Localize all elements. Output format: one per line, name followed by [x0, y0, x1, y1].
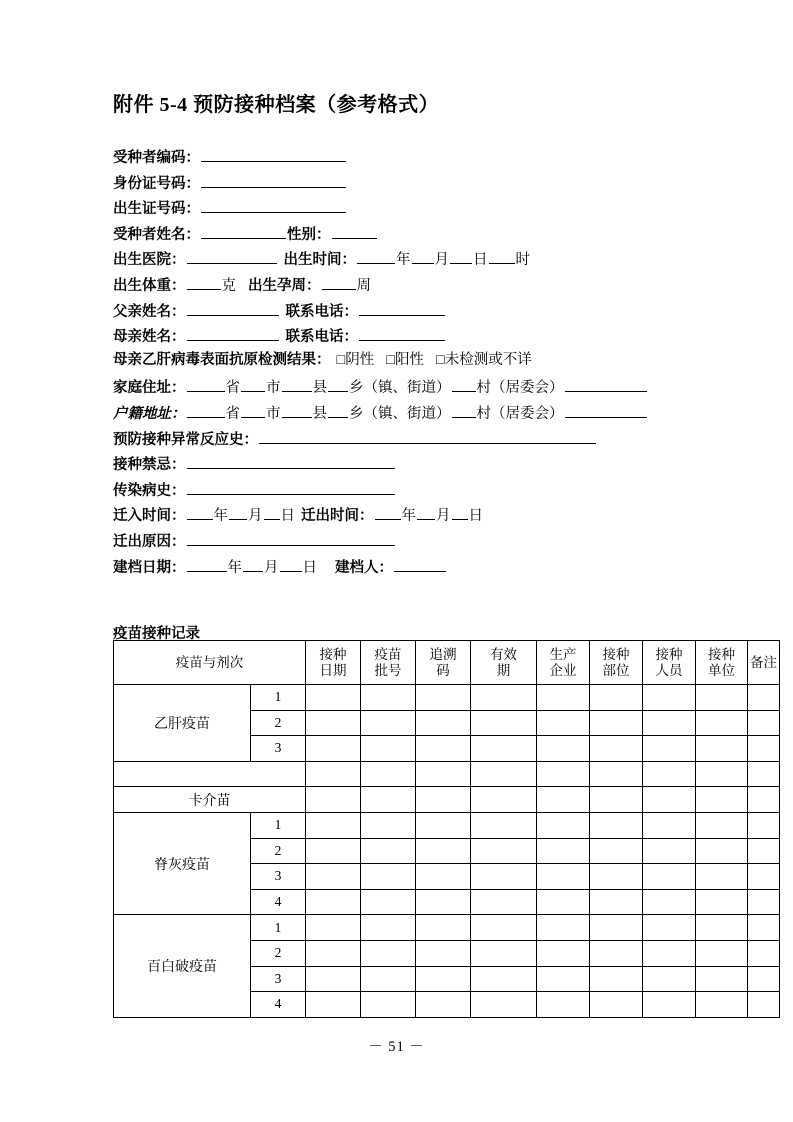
col-header-site-l1: 接种 部位 — [602, 646, 630, 678]
cell-site[interactable] — [590, 685, 643, 711]
token-home-province: 省 — [225, 380, 240, 397]
field-row-infectious-history — [113, 481, 713, 507]
cell-remarks[interactable] — [748, 966, 780, 992]
label-household-address: 户籍地址： — [113, 405, 186, 422]
field-row-id-number — [113, 174, 713, 200]
cell-remarks[interactable] — [748, 787, 780, 813]
label-aefi-history: 预防接种异常反应史： — [113, 431, 258, 448]
blank-household-township[interactable] — [328, 404, 348, 418]
vaccine-name-bcg: 卡介苗 — [114, 787, 306, 813]
blank-archive-day[interactable] — [280, 558, 302, 572]
blank-household-county[interactable] — [282, 404, 312, 418]
cell-manufacturer[interactable] — [537, 940, 590, 966]
cell-remarks[interactable] — [748, 736, 780, 762]
token-home-county: 县 — [312, 380, 327, 397]
cell-trace[interactable] — [416, 915, 471, 941]
token-day-move-in: 日 — [280, 508, 295, 525]
field-row-birth-hospital — [113, 250, 713, 276]
col-header-vaccine-dose — [114, 641, 306, 685]
cell-unit[interactable] — [696, 864, 748, 890]
page-title: 附件 5-4 预防接种档案（参考格式） — [113, 94, 440, 116]
cell-staff[interactable] — [643, 736, 696, 762]
field-row-household-address — [113, 404, 713, 430]
cell-site[interactable] — [590, 812, 643, 838]
cell-expiry[interactable] — [471, 736, 537, 762]
label-recipient-code: 受种者编码： — [113, 150, 200, 166]
dose-number: 2 — [251, 940, 306, 966]
label-birth-hospital: 出生医院： — [113, 252, 186, 269]
cell-trace[interactable] — [416, 940, 471, 966]
blank-birth-hour[interactable] — [489, 250, 515, 264]
token-home-village: 村（居委会） — [476, 380, 564, 397]
label-gender: 性别： — [287, 226, 331, 243]
blank-infectious-history[interactable] — [187, 481, 395, 495]
cell-site[interactable] — [590, 736, 643, 762]
cell-unit[interactable] — [696, 940, 748, 966]
cell-unit[interactable] — [696, 812, 748, 838]
cell-site[interactable] — [590, 864, 643, 890]
cell-lot[interactable] — [361, 940, 416, 966]
page-footer — [0, 1035, 793, 1056]
blank-move-out-day[interactable] — [452, 506, 468, 520]
label-recipient-name: 受种者姓名： — [113, 226, 200, 243]
label-hbsag: 母亲乙肝病毒表面抗原检测结果： — [113, 351, 331, 368]
token-day-move-out: 日 — [468, 508, 483, 525]
vaccination-record-table — [113, 640, 780, 1018]
cell-manufacturer[interactable] — [537, 838, 590, 864]
blank-home-village[interactable] — [452, 378, 476, 392]
checkbox-hbsag-negative[interactable]: □阴性 — [336, 351, 375, 368]
blank-recipient-code[interactable] — [201, 148, 346, 162]
cell-expiry[interactable] — [471, 787, 537, 813]
cell-remarks[interactable] — [748, 889, 780, 915]
label-archive-date: 建档日期： — [113, 559, 186, 576]
blank-home-city[interactable] — [241, 378, 265, 392]
cell-staff[interactable] — [643, 685, 696, 711]
cell-trace[interactable] — [416, 889, 471, 915]
cell-manufacturer[interactable] — [537, 787, 590, 813]
cell-date[interactable] — [306, 889, 361, 915]
token-month-move-in: 月 — [248, 508, 263, 525]
blank-archive-month[interactable] — [243, 558, 263, 572]
cell-manufacturer[interactable] — [537, 992, 590, 1018]
label-move-in-date: 迁入时间： — [113, 508, 186, 525]
table-row — [114, 685, 780, 711]
cell-date[interactable] — [306, 812, 361, 838]
cell-expiry[interactable] — [471, 838, 537, 864]
blank-move-out-month[interactable] — [417, 506, 435, 520]
blank-birth-month[interactable] — [412, 250, 434, 264]
blank-move-in-year[interactable] — [187, 506, 213, 520]
token-household-county: 县 — [312, 405, 327, 422]
cell-expiry[interactable] — [471, 761, 537, 787]
blank-birth-hospital[interactable] — [187, 250, 277, 264]
dose-number: 1 — [251, 812, 306, 838]
dose-number: 4 — [251, 889, 306, 915]
col-header-date-l1: 接种 日期 — [319, 646, 347, 678]
cell-date[interactable] — [306, 838, 361, 864]
label-father-name: 父亲姓名： — [113, 303, 186, 320]
col-header-site — [590, 641, 643, 685]
dose-number: 2 — [251, 710, 306, 736]
vaccine-name-hepb: 乙肝疫苗 — [114, 685, 251, 762]
cell-site[interactable] — [590, 889, 643, 915]
cell-lot[interactable] — [361, 992, 416, 1018]
token-household-township: 乡（镇、街道） — [349, 405, 451, 422]
cell-manufacturer[interactable] — [537, 812, 590, 838]
vaccine-name-polio: 脊灰疫苗 — [114, 812, 251, 914]
token-home-township: 乡（镇、街道） — [349, 380, 451, 397]
cell-date[interactable] — [306, 992, 361, 1018]
cell-remarks[interactable] — [748, 685, 780, 711]
cell-trace[interactable] — [416, 710, 471, 736]
cell-manufacturer[interactable] — [537, 966, 590, 992]
col-header-expiry-l1: 有效 期 — [490, 646, 517, 678]
cell-expiry[interactable] — [471, 966, 537, 992]
cell-trace[interactable] — [416, 966, 471, 992]
cell-site[interactable] — [590, 838, 643, 864]
col-header-vaccine-dose-text: 疫苗与剂次 — [175, 654, 244, 670]
dose-number: 3 — [251, 966, 306, 992]
col-header-expiry — [471, 641, 537, 685]
cell-lot[interactable] — [361, 736, 416, 762]
blank-home-detail[interactable] — [565, 378, 647, 392]
token-year-move-out: 年 — [401, 508, 416, 525]
blank-gender[interactable] — [332, 225, 377, 239]
cell-trace[interactable] — [416, 838, 471, 864]
blank-archive-person[interactable] — [394, 558, 446, 572]
cell-remarks[interactable] — [748, 864, 780, 890]
cell-expiry[interactable] — [471, 915, 537, 941]
cell-expiry[interactable] — [471, 812, 537, 838]
field-row-hbsag — [113, 353, 713, 379]
cell-spacer — [114, 761, 306, 787]
cell-date[interactable] — [306, 966, 361, 992]
blank-recipient-name[interactable] — [201, 225, 286, 239]
label-birth-time: 出生时间： — [283, 252, 356, 269]
cell-date[interactable] — [306, 864, 361, 890]
field-row-move-out-reason — [113, 532, 713, 558]
cell-expiry[interactable] — [471, 710, 537, 736]
blank-move-in-day[interactable] — [264, 506, 280, 520]
cell-unit[interactable] — [696, 710, 748, 736]
cell-manufacturer[interactable] — [537, 736, 590, 762]
cell-date[interactable] — [306, 710, 361, 736]
col-header-trace-l1: 追溯 码 — [429, 646, 457, 678]
cell-remarks[interactable] — [748, 992, 780, 1018]
blank-household-village[interactable] — [452, 404, 476, 418]
field-row-home-address — [113, 378, 713, 404]
cell-unit[interactable] — [696, 685, 748, 711]
label-infectious-history: 传染病史： — [113, 482, 186, 499]
label-contraindications: 接种禁忌： — [113, 457, 186, 474]
token-household-city: 市 — [266, 405, 281, 422]
col-header-lot-l1: 疫苗 批号 — [374, 646, 402, 678]
token-day-birth: 日 — [473, 252, 488, 269]
cell-trace[interactable] — [416, 787, 471, 813]
section-title-vaccination-record: 疫苗接种记录 — [113, 626, 200, 642]
cell-manufacturer[interactable] — [537, 864, 590, 890]
cell-lot[interactable] — [361, 838, 416, 864]
col-header-manufacturer-l1: 生产 企业 — [549, 646, 577, 678]
blank-home-province[interactable] — [187, 378, 225, 392]
cell-staff[interactable] — [643, 966, 696, 992]
col-header-remarks — [748, 641, 780, 685]
table-header-row — [114, 641, 780, 685]
cell-remarks[interactable] — [748, 812, 780, 838]
cell-remarks[interactable] — [748, 761, 780, 787]
token-year-archive: 年 — [227, 559, 242, 576]
unit-gram: 克 — [221, 277, 236, 294]
blank-household-detail[interactable] — [565, 404, 647, 418]
cell-manufacturer[interactable] — [537, 915, 590, 941]
blank-father-name[interactable] — [187, 302, 279, 316]
label-move-out-reason: 迁出原因： — [113, 533, 186, 550]
cell-manufacturer[interactable] — [537, 685, 590, 711]
unit-week: 周 — [356, 277, 371, 294]
label-birth-weight: 出生体重： — [113, 277, 186, 294]
cell-staff[interactable] — [643, 761, 696, 787]
dose-number: 3 — [251, 864, 306, 890]
cell-remarks[interactable] — [748, 940, 780, 966]
cell-expiry[interactable] — [471, 889, 537, 915]
field-row-birth-weight — [113, 276, 713, 302]
cell-date[interactable] — [306, 761, 361, 787]
table-row — [114, 812, 780, 838]
label-birth-certificate-number: 出生证号码： — [113, 201, 200, 218]
cell-site[interactable] — [590, 940, 643, 966]
blank-id-number[interactable] — [201, 174, 346, 188]
cell-unit[interactable] — [696, 787, 748, 813]
blank-household-province[interactable] — [187, 404, 225, 418]
cell-remarks[interactable] — [748, 838, 780, 864]
col-header-trace-code — [416, 641, 471, 685]
blank-move-out-reason[interactable] — [187, 532, 395, 546]
blank-archive-year[interactable] — [187, 558, 227, 572]
blank-father-phone[interactable] — [359, 302, 445, 316]
token-day-archive: 日 — [302, 559, 317, 576]
cell-date[interactable] — [306, 915, 361, 941]
field-row-mother-name — [113, 327, 713, 353]
cell-expiry[interactable] — [471, 864, 537, 890]
blank-mother-name[interactable] — [187, 327, 279, 341]
cell-lot[interactable] — [361, 915, 416, 941]
token-home-city: 市 — [266, 380, 281, 397]
dose-number: 4 — [251, 992, 306, 1018]
cell-site[interactable] — [590, 710, 643, 736]
label-id-number: 身份证号码： — [113, 175, 200, 192]
blank-birth-weight[interactable] — [187, 276, 221, 290]
checkbox-hbsag-positive[interactable]: □阳性 — [386, 351, 425, 368]
cell-site[interactable] — [590, 915, 643, 941]
label-mother-name: 母亲姓名： — [113, 329, 186, 346]
cell-staff[interactable] — [643, 992, 696, 1018]
dose-number: 3 — [251, 736, 306, 762]
col-header-unit — [696, 641, 748, 685]
token-year-birth: 年 — [396, 252, 411, 269]
cell-expiry[interactable] — [471, 940, 537, 966]
cell-lot[interactable] — [361, 864, 416, 890]
blank-gestational-weeks[interactable] — [322, 276, 356, 290]
cell-lot[interactable] — [361, 787, 416, 813]
cell-unit[interactable] — [696, 992, 748, 1018]
cell-staff[interactable] — [643, 812, 696, 838]
cell-lot[interactable] — [361, 966, 416, 992]
col-header-unit-l1: 接种 单位 — [708, 646, 735, 678]
label-gestational-weeks: 出生孕周： — [248, 277, 321, 294]
cell-staff[interactable] — [643, 787, 696, 813]
blank-aefi-history[interactable] — [259, 430, 596, 444]
field-row-contraindications — [113, 455, 713, 481]
dose-number: 1 — [251, 685, 306, 711]
blank-home-county[interactable] — [282, 378, 312, 392]
cell-trace[interactable] — [416, 761, 471, 787]
field-row-birth-certificate-number — [113, 199, 713, 225]
cell-expiry[interactable] — [471, 992, 537, 1018]
field-row-recipient-name — [113, 225, 713, 251]
table-row — [114, 787, 780, 813]
cell-lot[interactable] — [361, 761, 416, 787]
col-header-remarks-text: 备注 — [750, 654, 777, 670]
cell-unit[interactable] — [696, 838, 748, 864]
field-row-recipient-code — [113, 148, 713, 174]
cell-lot[interactable] — [361, 812, 416, 838]
label-home-address: 家庭住址： — [113, 380, 186, 397]
cell-date[interactable] — [306, 736, 361, 762]
cell-staff[interactable] — [643, 940, 696, 966]
page-number: － 51 － — [368, 1039, 425, 1055]
field-row-archive — [113, 558, 713, 584]
token-month-archive: 月 — [264, 559, 279, 576]
vaccine-name-dtap: 百白破疫苗 — [114, 915, 251, 1017]
col-header-staff-l1: 接种 人员 — [655, 646, 683, 678]
token-household-province: 省 — [225, 405, 240, 422]
checkbox-hbsag-unknown[interactable]: □未检测或不详 — [436, 351, 532, 368]
cell-unit[interactable] — [696, 966, 748, 992]
blank-contraindications[interactable] — [187, 455, 395, 469]
col-header-manufacturer — [537, 641, 590, 685]
blank-birth-day[interactable] — [450, 250, 472, 264]
cell-staff[interactable] — [643, 864, 696, 890]
form-fields — [113, 148, 713, 583]
token-household-village: 村（居委会） — [476, 405, 564, 422]
cell-site[interactable] — [590, 966, 643, 992]
label-archive-person: 建档人： — [335, 559, 393, 576]
blank-move-in-month[interactable] — [229, 506, 247, 520]
token-hour-birth: 时 — [515, 252, 530, 269]
field-row-move-dates — [113, 506, 713, 532]
cell-site[interactable] — [590, 787, 643, 813]
cell-unit[interactable] — [696, 915, 748, 941]
table-row — [114, 915, 780, 941]
cell-manufacturer[interactable] — [537, 889, 590, 915]
cell-date[interactable] — [306, 685, 361, 711]
dose-number: 2 — [251, 838, 306, 864]
cell-staff[interactable] — [643, 710, 696, 736]
label-mother-phone: 联系电话： — [285, 329, 358, 346]
blank-birth-year[interactable] — [357, 250, 395, 264]
col-header-date — [306, 641, 361, 685]
blank-mother-phone[interactable] — [359, 327, 445, 341]
cell-date[interactable] — [306, 940, 361, 966]
blank-household-city[interactable] — [241, 404, 265, 418]
col-header-lot — [361, 641, 416, 685]
cell-site[interactable] — [590, 992, 643, 1018]
cell-trace[interactable] — [416, 812, 471, 838]
col-header-staff — [643, 641, 696, 685]
cell-remarks[interactable] — [748, 710, 780, 736]
token-month-birth: 月 — [434, 252, 449, 269]
cell-staff[interactable] — [643, 915, 696, 941]
dose-number: 1 — [251, 915, 306, 941]
cell-trace[interactable] — [416, 736, 471, 762]
cell-remarks[interactable] — [748, 915, 780, 941]
cell-unit[interactable] — [696, 736, 748, 762]
blank-home-township[interactable] — [328, 378, 348, 392]
cell-lot[interactable] — [361, 685, 416, 711]
cell-lot[interactable] — [361, 710, 416, 736]
cell-trace[interactable] — [416, 992, 471, 1018]
cell-trace[interactable] — [416, 864, 471, 890]
cell-site[interactable] — [590, 761, 643, 787]
field-row-aefi-history — [113, 430, 713, 456]
cell-unit[interactable] — [696, 761, 748, 787]
cell-manufacturer[interactable] — [537, 710, 590, 736]
cell-staff[interactable] — [643, 838, 696, 864]
token-month-move-out: 月 — [436, 508, 451, 525]
cell-expiry[interactable] — [471, 685, 537, 711]
blank-birth-certificate-number[interactable] — [201, 199, 346, 213]
cell-staff[interactable] — [643, 889, 696, 915]
field-row-father-name — [113, 302, 713, 328]
table-row — [114, 761, 780, 787]
token-year-move-in: 年 — [213, 508, 228, 525]
cell-manufacturer[interactable] — [537, 761, 590, 787]
cell-date[interactable] — [306, 787, 361, 813]
cell-trace[interactable] — [416, 685, 471, 711]
blank-move-out-year[interactable] — [375, 506, 401, 520]
cell-unit[interactable] — [696, 889, 748, 915]
cell-lot[interactable] — [361, 889, 416, 915]
label-father-phone: 联系电话： — [285, 303, 358, 320]
label-move-out-date: 迁出时间： — [301, 508, 374, 525]
